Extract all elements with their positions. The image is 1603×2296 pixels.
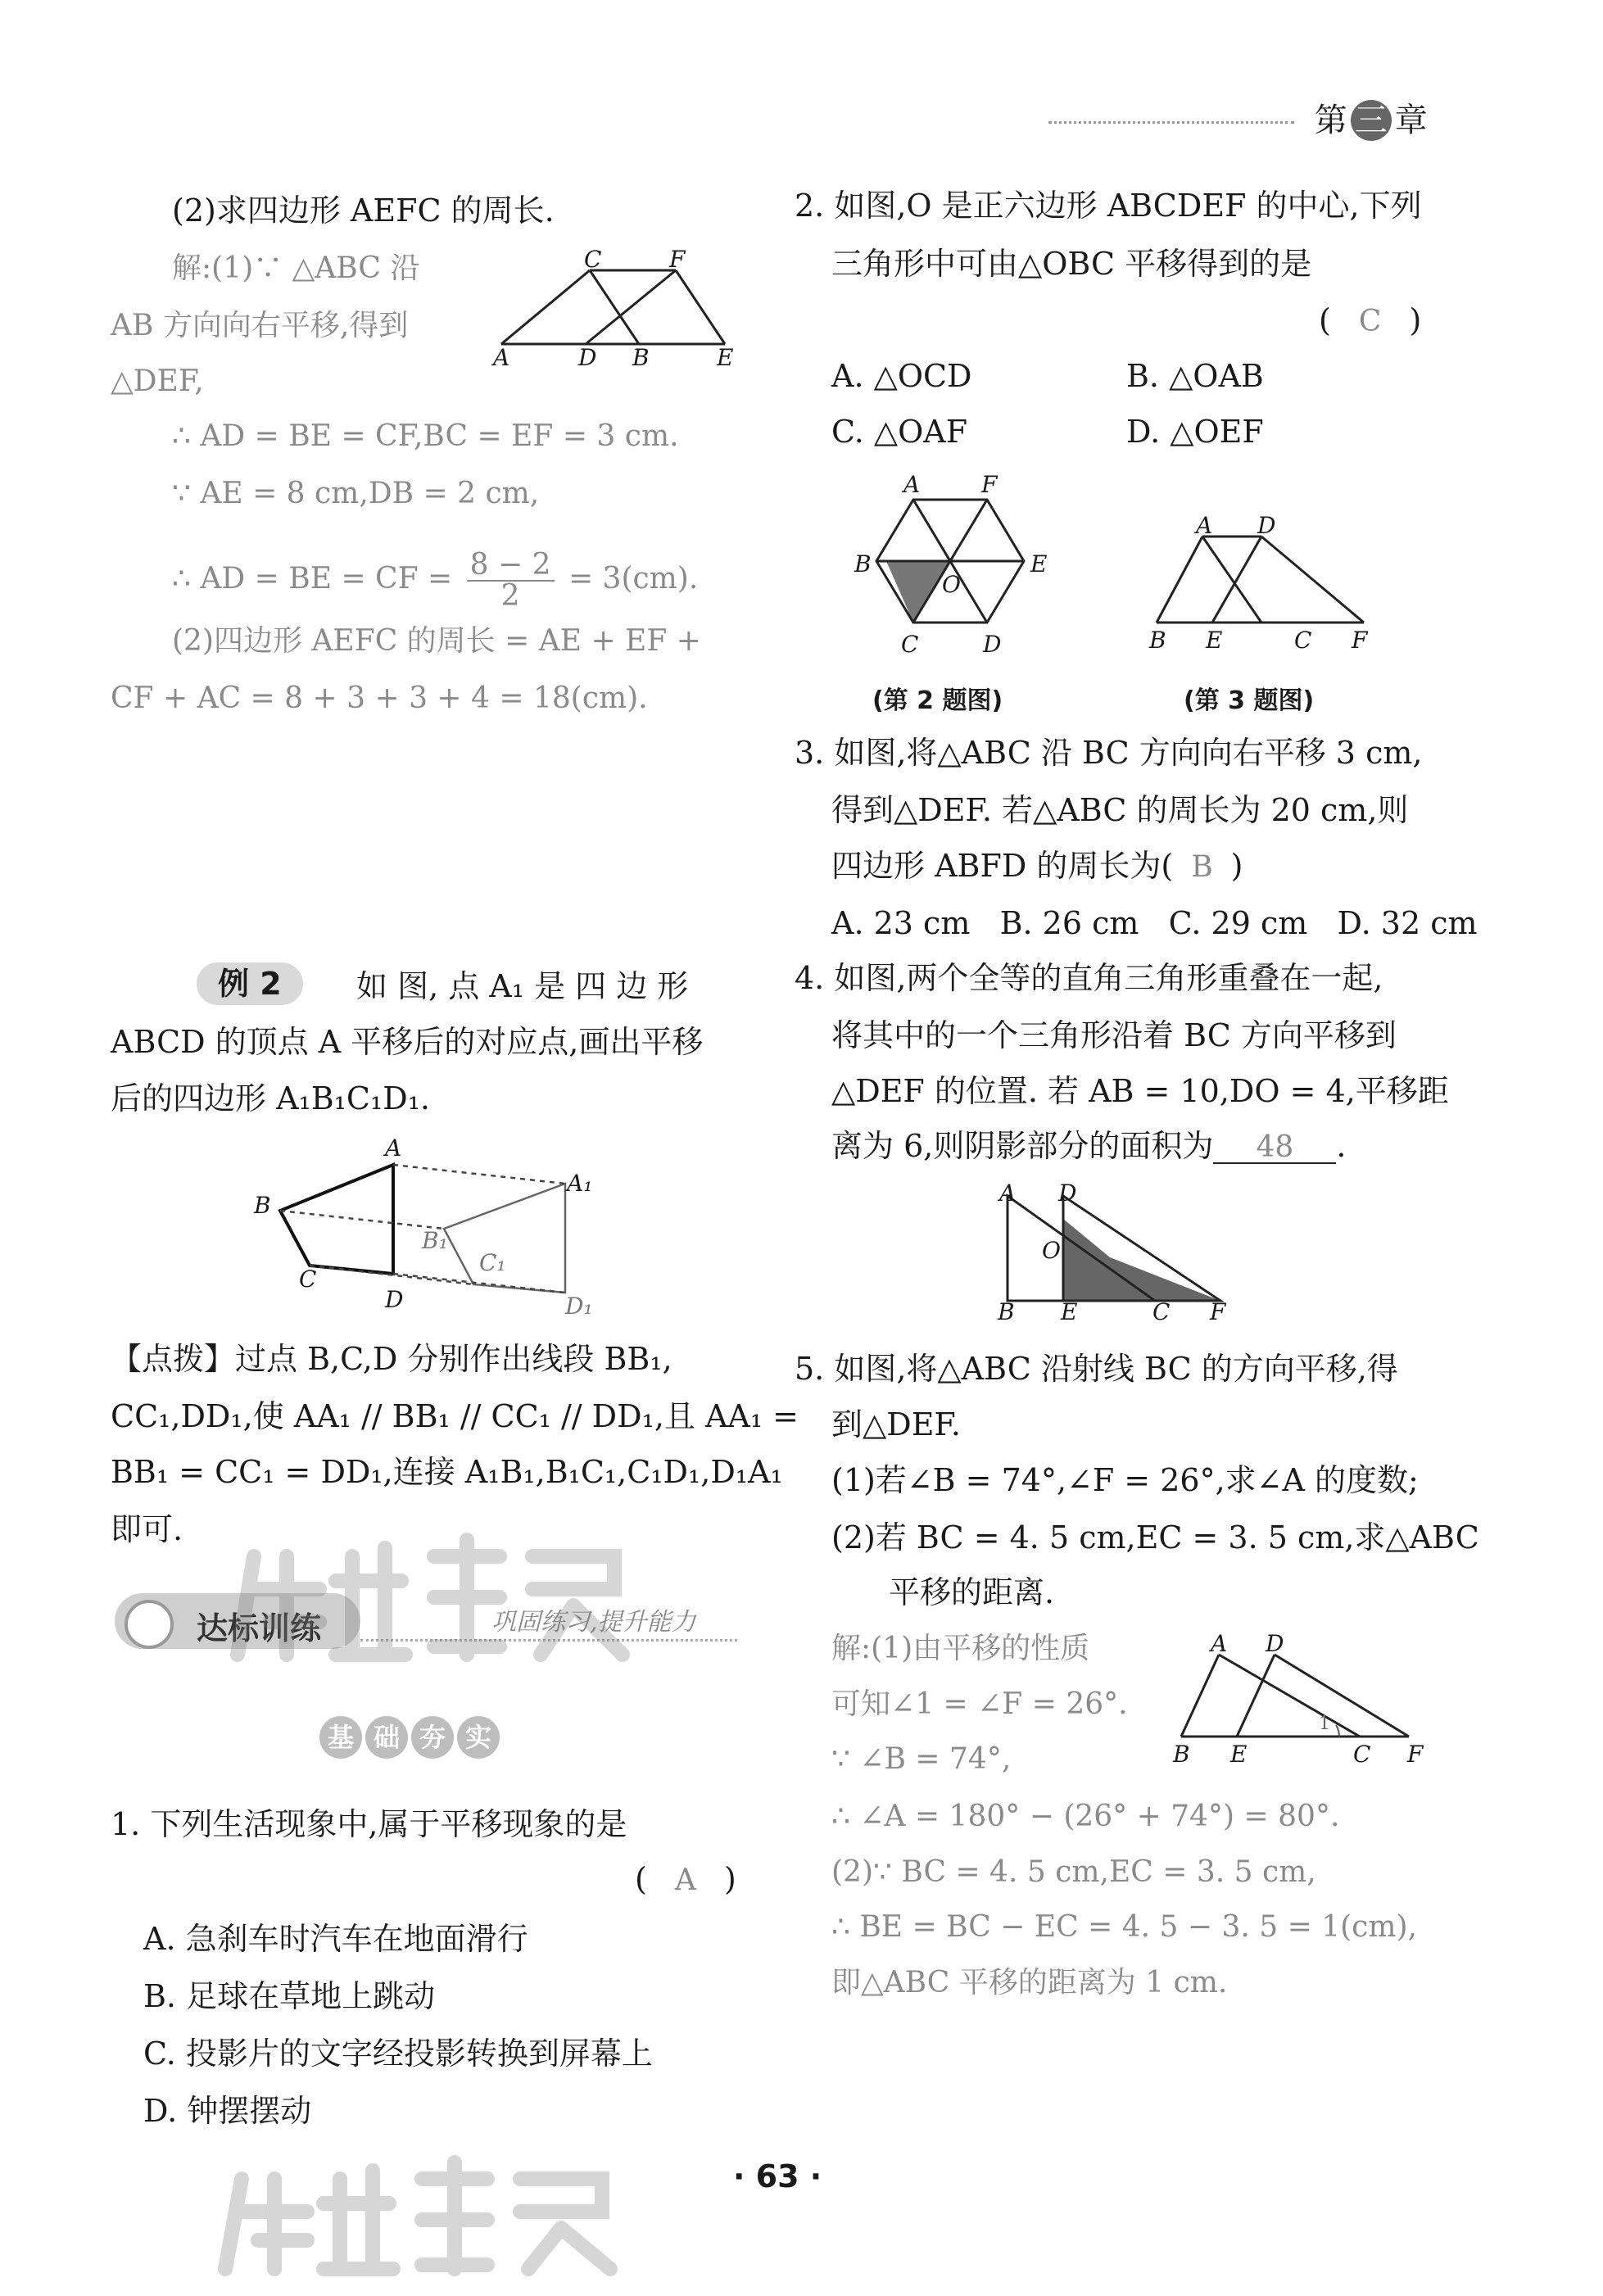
q5-line-1: 5. 如图,将△ABC 沿射线 BC 的方向平移,得 (795, 1351, 1398, 1387)
fraction: $\frac{8 - 2}{2}$ (467, 550, 555, 611)
fig2-label-b1: B₁ (422, 1227, 448, 1254)
q2-option-b: B. △OAB (1126, 358, 1264, 394)
q5fig-label-b: B (1173, 1741, 1190, 1768)
fig1-label-a: A (493, 344, 510, 371)
chips-basic-training (319, 1716, 503, 1759)
q4-line-2: 将其中的一个三角形沿着 BC 方向平移到 (831, 1017, 1397, 1053)
example-2-tag: 例 2 (197, 968, 303, 999)
chapter-header: 第 三 章 (1048, 94, 1428, 141)
fig1-label-e: E (717, 344, 734, 371)
watermark-logo-bottom (217, 2146, 659, 2285)
q4fig-label-e: E (1061, 1298, 1078, 1325)
chip-1: 基 (319, 1716, 362, 1759)
hex-label-b: B (854, 550, 872, 577)
q4-line-1: 4. 如图,两个全等的直角三角形重叠在一起, (795, 960, 1383, 996)
sol-line-8: CF + AC = 8 + 3 + 3 + 4 = 18(cm). (111, 682, 648, 715)
q4fig-label-b: B (998, 1298, 1015, 1325)
q4fig-label-o: O (1042, 1237, 1061, 1264)
chip-4: 实 (457, 1716, 500, 1759)
figure-q4-triangles (999, 1188, 1245, 1311)
q3-options: A. 23 cm B. 26 cm C. 29 cm D. 32 cm (831, 905, 1478, 941)
chapter-number-badge: 三 (1351, 100, 1392, 141)
q2-line-2: 三角形中可由△OBC 平移得到的是 (831, 246, 1312, 282)
q1-option-c: C. 投影片的文字经投影转换到屏幕上 (143, 2036, 653, 2072)
q3fig-label-a: A (1196, 512, 1213, 539)
sol5-line-4: ∴ ∠A = 180° − (26° + 74°) = 80°. (831, 1800, 1340, 1833)
figure-q5-translation (1171, 1638, 1417, 1749)
q3fig-label-c: C (1294, 627, 1312, 654)
q5fig-angle-1: 1 (1319, 1714, 1330, 1734)
q2-option-a: A. △OCD (831, 358, 972, 394)
q5-line-3: (1)若∠B = 74°,∠F = 26°,求∠A 的度数; (831, 1462, 1419, 1498)
q4fig-label-c: C (1152, 1298, 1171, 1325)
fig2-label-c1: C₁ (479, 1249, 506, 1276)
fig2-label-c: C (299, 1266, 317, 1293)
sol-line-5: ∵ AE = 8 cm,DB = 2 cm, (172, 477, 540, 510)
sol-line-7: (2)四边形 AEFC 的周长 = AE + EF + (172, 624, 701, 658)
q4-line-3: △DEF 的位置. 若 AB = 10,DO = 4,平移距 (831, 1073, 1449, 1109)
fig1-label-d: D (578, 344, 597, 371)
q4-line-4: 离为 6,则阴影部分的面积为 48 . (831, 1128, 1347, 1164)
banner-subtitle: 巩固练习,提升能力 (491, 1608, 696, 1637)
q5-line-4: (2)若 BC = 4. 5 cm,EC = 3. 5 cm,求△ABC (831, 1519, 1479, 1556)
page-number: · 63 · (733, 2158, 822, 2194)
hint-line-1: 【点拨】过点 B,C,D 分别作出线段 BB₁, (111, 1341, 672, 1377)
chip-2: 础 (365, 1716, 408, 1759)
q4fig-label-a: A (999, 1180, 1017, 1207)
banner-title: 达标训练 (197, 1610, 322, 1646)
ex2-line-3: 后的四边形 A₁B₁C₁D₁. (111, 1080, 431, 1116)
sol5-line-1: 解:(1)由平移的性质 (831, 1632, 1090, 1665)
figure-q3-translation (1147, 524, 1376, 631)
sol-line-4: ∴ AD = BE = CF,BC = EF = 3 cm. (172, 419, 679, 453)
q4fig-label-f: F (1210, 1298, 1226, 1325)
q1-answer-bracket: ( A ) (635, 1861, 736, 1897)
hex-label-c: C (901, 631, 919, 658)
figure-hexagon (868, 483, 1048, 639)
q2-answer-bracket: ( C ) (1319, 302, 1422, 338)
hint-line-4: 即可. (111, 1511, 183, 1547)
sol-line-6: ∴ AD = BE = CF = $\frac{8 - 2}{2}$ = 3(cm). (172, 548, 699, 613)
hex-label-f: F (981, 471, 998, 498)
q1-option-a: A. 急刹车时汽车在地面滑行 (143, 1921, 528, 1957)
header-rule (1048, 121, 1294, 124)
hex-label-e: E (1030, 550, 1048, 577)
banner-globe-icon (125, 1600, 174, 1649)
q3fig-label-b: B (1149, 627, 1166, 654)
q5-line-5: 平移的距离. (889, 1574, 1055, 1610)
hex-label-d: D (983, 631, 1002, 658)
q1-option-d: D. 钟摆摆动 (143, 2093, 312, 2129)
fig1-label-c: C (584, 246, 602, 273)
hex-label-o: O (942, 571, 961, 598)
hint-line-2: CC₁,DD₁,使 AA₁ // BB₁ // CC₁ // DD₁,且 AA₁ = (111, 1398, 799, 1434)
caption-q2: (第 2 题图) (872, 686, 1003, 715)
q5fig-label-e: E (1230, 1741, 1248, 1768)
fig2-label-a: A (385, 1134, 402, 1162)
q3-line-3: 四边形 ABFD 的周长为( B ) (831, 848, 1243, 884)
q3-line-2: 得到△DEF. 若△ABC 的周长为 20 cm,则 (831, 792, 1409, 828)
q3fig-label-d: D (1257, 512, 1276, 539)
ex2-line-2: ABCD 的顶点 A 平移后的对应点,画出平移 (111, 1024, 704, 1060)
sol5-line-2: 可知∠1 = ∠F = 26°. (831, 1687, 1128, 1721)
q4-answer: 48 (1213, 1133, 1336, 1164)
q3-answer: B (1191, 850, 1213, 884)
q3fig-label-f: F (1352, 627, 1368, 654)
hint-line-3: BB₁ = CC₁ = DD₁,连接 A₁B₁,B₁C₁,C₁D₁,D₁A₁ (111, 1454, 783, 1490)
sol5-line-6: ∴ BE = BC − EC = 4. 5 − 3. 5 = 1(cm), (831, 1910, 1417, 1944)
q5fig-label-a: A (1211, 1630, 1228, 1657)
q2-line-1: 2. 如图,O 是正六边形 ABCDEF 的中心,下列 (795, 188, 1422, 224)
hex-label-a: A (903, 471, 921, 498)
fig2-label-b: B (254, 1192, 271, 1219)
ex2-line-1: 如 图, 点 A₁ 是 四 边 形 (356, 968, 689, 1004)
chip-3: 夯 (411, 1716, 454, 1759)
left-q2-part2: (2)求四边形 AEFC 的周长. (172, 192, 555, 229)
q4fig-label-d: D (1058, 1180, 1077, 1207)
caption-q3: (第 3 题图) (1184, 686, 1315, 715)
fig2-label-d: D (385, 1286, 404, 1313)
watermark-logo (229, 1524, 655, 1671)
sol-line-2: AB 方向向右平移,得到 (111, 309, 409, 342)
q3fig-label-e: E (1206, 627, 1223, 654)
q5fig-label-f: F (1407, 1741, 1424, 1768)
q2-answer: C (1358, 305, 1382, 338)
fig2-label-d1: D₁ (565, 1293, 593, 1320)
sol5-line-7: 即△ABC 平移的距离为 1 cm. (831, 1966, 1228, 1999)
sol5-line-3: ∵ ∠B = 74°, (831, 1742, 1012, 1776)
sol-line-1: 解:(1)∵ △ABC 沿 (172, 251, 420, 285)
q3-line-1: 3. 如图,将△ABC 沿 BC 方向向右平移 3 cm, (795, 735, 1423, 771)
q2-option-d: D. △OEF (1126, 414, 1264, 450)
sol5-line-5: (2)∵ BC = 4. 5 cm,EC = 3. 5 cm, (831, 1855, 1316, 1889)
q5-line-2: 到△DEF. (831, 1406, 961, 1442)
fig2-label-a1: A₁ (567, 1170, 593, 1197)
q1-option-b: B. 足球在草地上跳动 (143, 1978, 436, 2014)
q5fig-label-c: C (1353, 1741, 1371, 1768)
q1-stem: 1. 下列生活现象中,属于平移现象的是 (111, 1806, 627, 1842)
fig1-label-b: B (632, 344, 650, 371)
q1-answer: A (674, 1864, 696, 1897)
q2-option-c: C. △OAF (831, 414, 968, 450)
sol-line-3: △DEF, (111, 365, 204, 398)
q5fig-label-d: D (1266, 1630, 1284, 1657)
fig1-label-f: F (669, 246, 686, 273)
figure-parallelogram (491, 246, 737, 377)
